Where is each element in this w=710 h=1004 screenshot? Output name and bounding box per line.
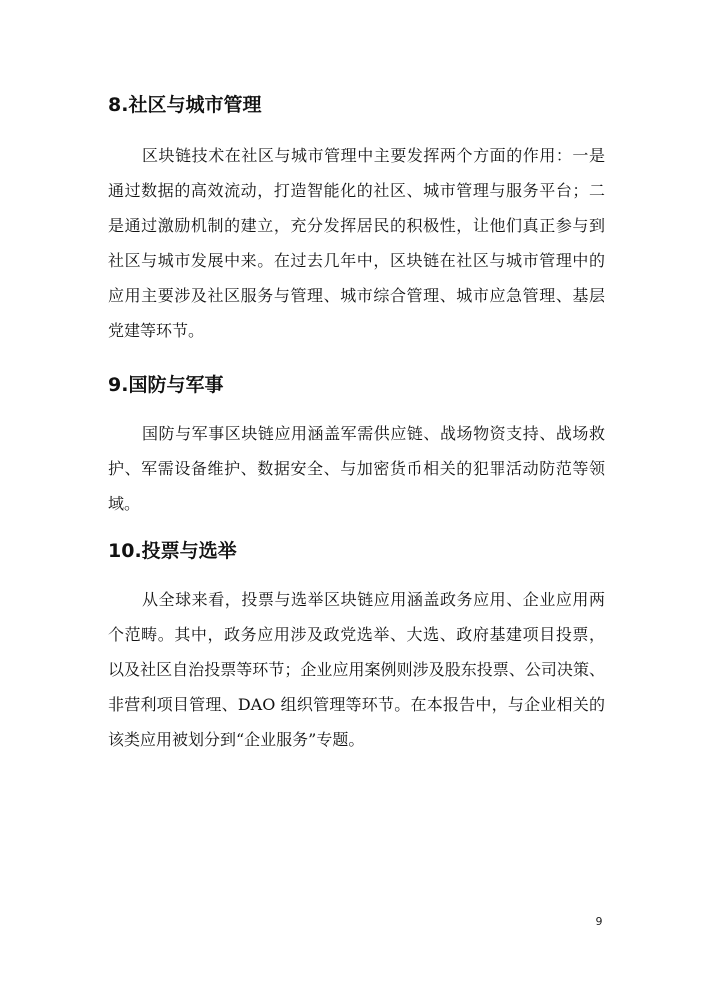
paragraph-line: 域。: [108, 494, 141, 513]
paragraph-line: 区块链技术在社区与城市管理中主要发挥两个方面的作用：一是: [142, 146, 605, 165]
paragraph-line: 以及社区自治投票等环节；企业应用案例则涉及股东投票、公司决策、: [108, 660, 605, 679]
paragraph-line: 党建等环节。: [108, 321, 205, 340]
paragraph-line: 该类应用被划分到“企业服务”专题。: [108, 730, 365, 749]
section-heading-voting-election: 10.投票与选举: [108, 540, 237, 562]
section-heading-community-city: 8.社区与城市管理: [108, 94, 262, 116]
paragraph-line: 个范畴。其中，政务应用涉及政党选举、大选、政府基建项目投票，: [108, 625, 605, 644]
paragraph-line: 国防与军事区块链应用涵盖军需供应链、战场物资支持、战场救: [142, 424, 605, 443]
paragraph-line: 非营利项目管理、DAO 组织管理等环节。在本报告中，与企业相关的: [108, 695, 605, 714]
paragraph-line: 是通过激励机制的建立，充分发挥居民的积极性，让他们真正参与到: [108, 216, 605, 235]
paragraph-line: 通过数据的高效流动，打造智能化的社区、城市管理与服务平台；二: [108, 181, 605, 200]
paragraph-line: 护、军需设备维护、数据安全、与加密货币相关的犯罪活动防范等领: [108, 459, 605, 478]
paragraph-line: 从全球来看，投票与选举区块链应用涵盖政务应用、企业应用两: [142, 590, 605, 609]
section-heading-defense-military: 9.国防与军事: [108, 374, 224, 396]
section-paragraph-voting-election: [108, 582, 605, 757]
paragraph-line: 应用主要涉及社区服务与管理、城市综合管理、城市应急管理、基层: [108, 286, 605, 305]
page-number: 9: [595, 915, 603, 928]
section-paragraph-defense-military: [108, 416, 605, 521]
paragraph-line: 社区与城市发展中来。在过去几年中，区块链在社区与城市管理中的: [108, 251, 605, 270]
section-paragraph-community-city: [108, 138, 605, 348]
